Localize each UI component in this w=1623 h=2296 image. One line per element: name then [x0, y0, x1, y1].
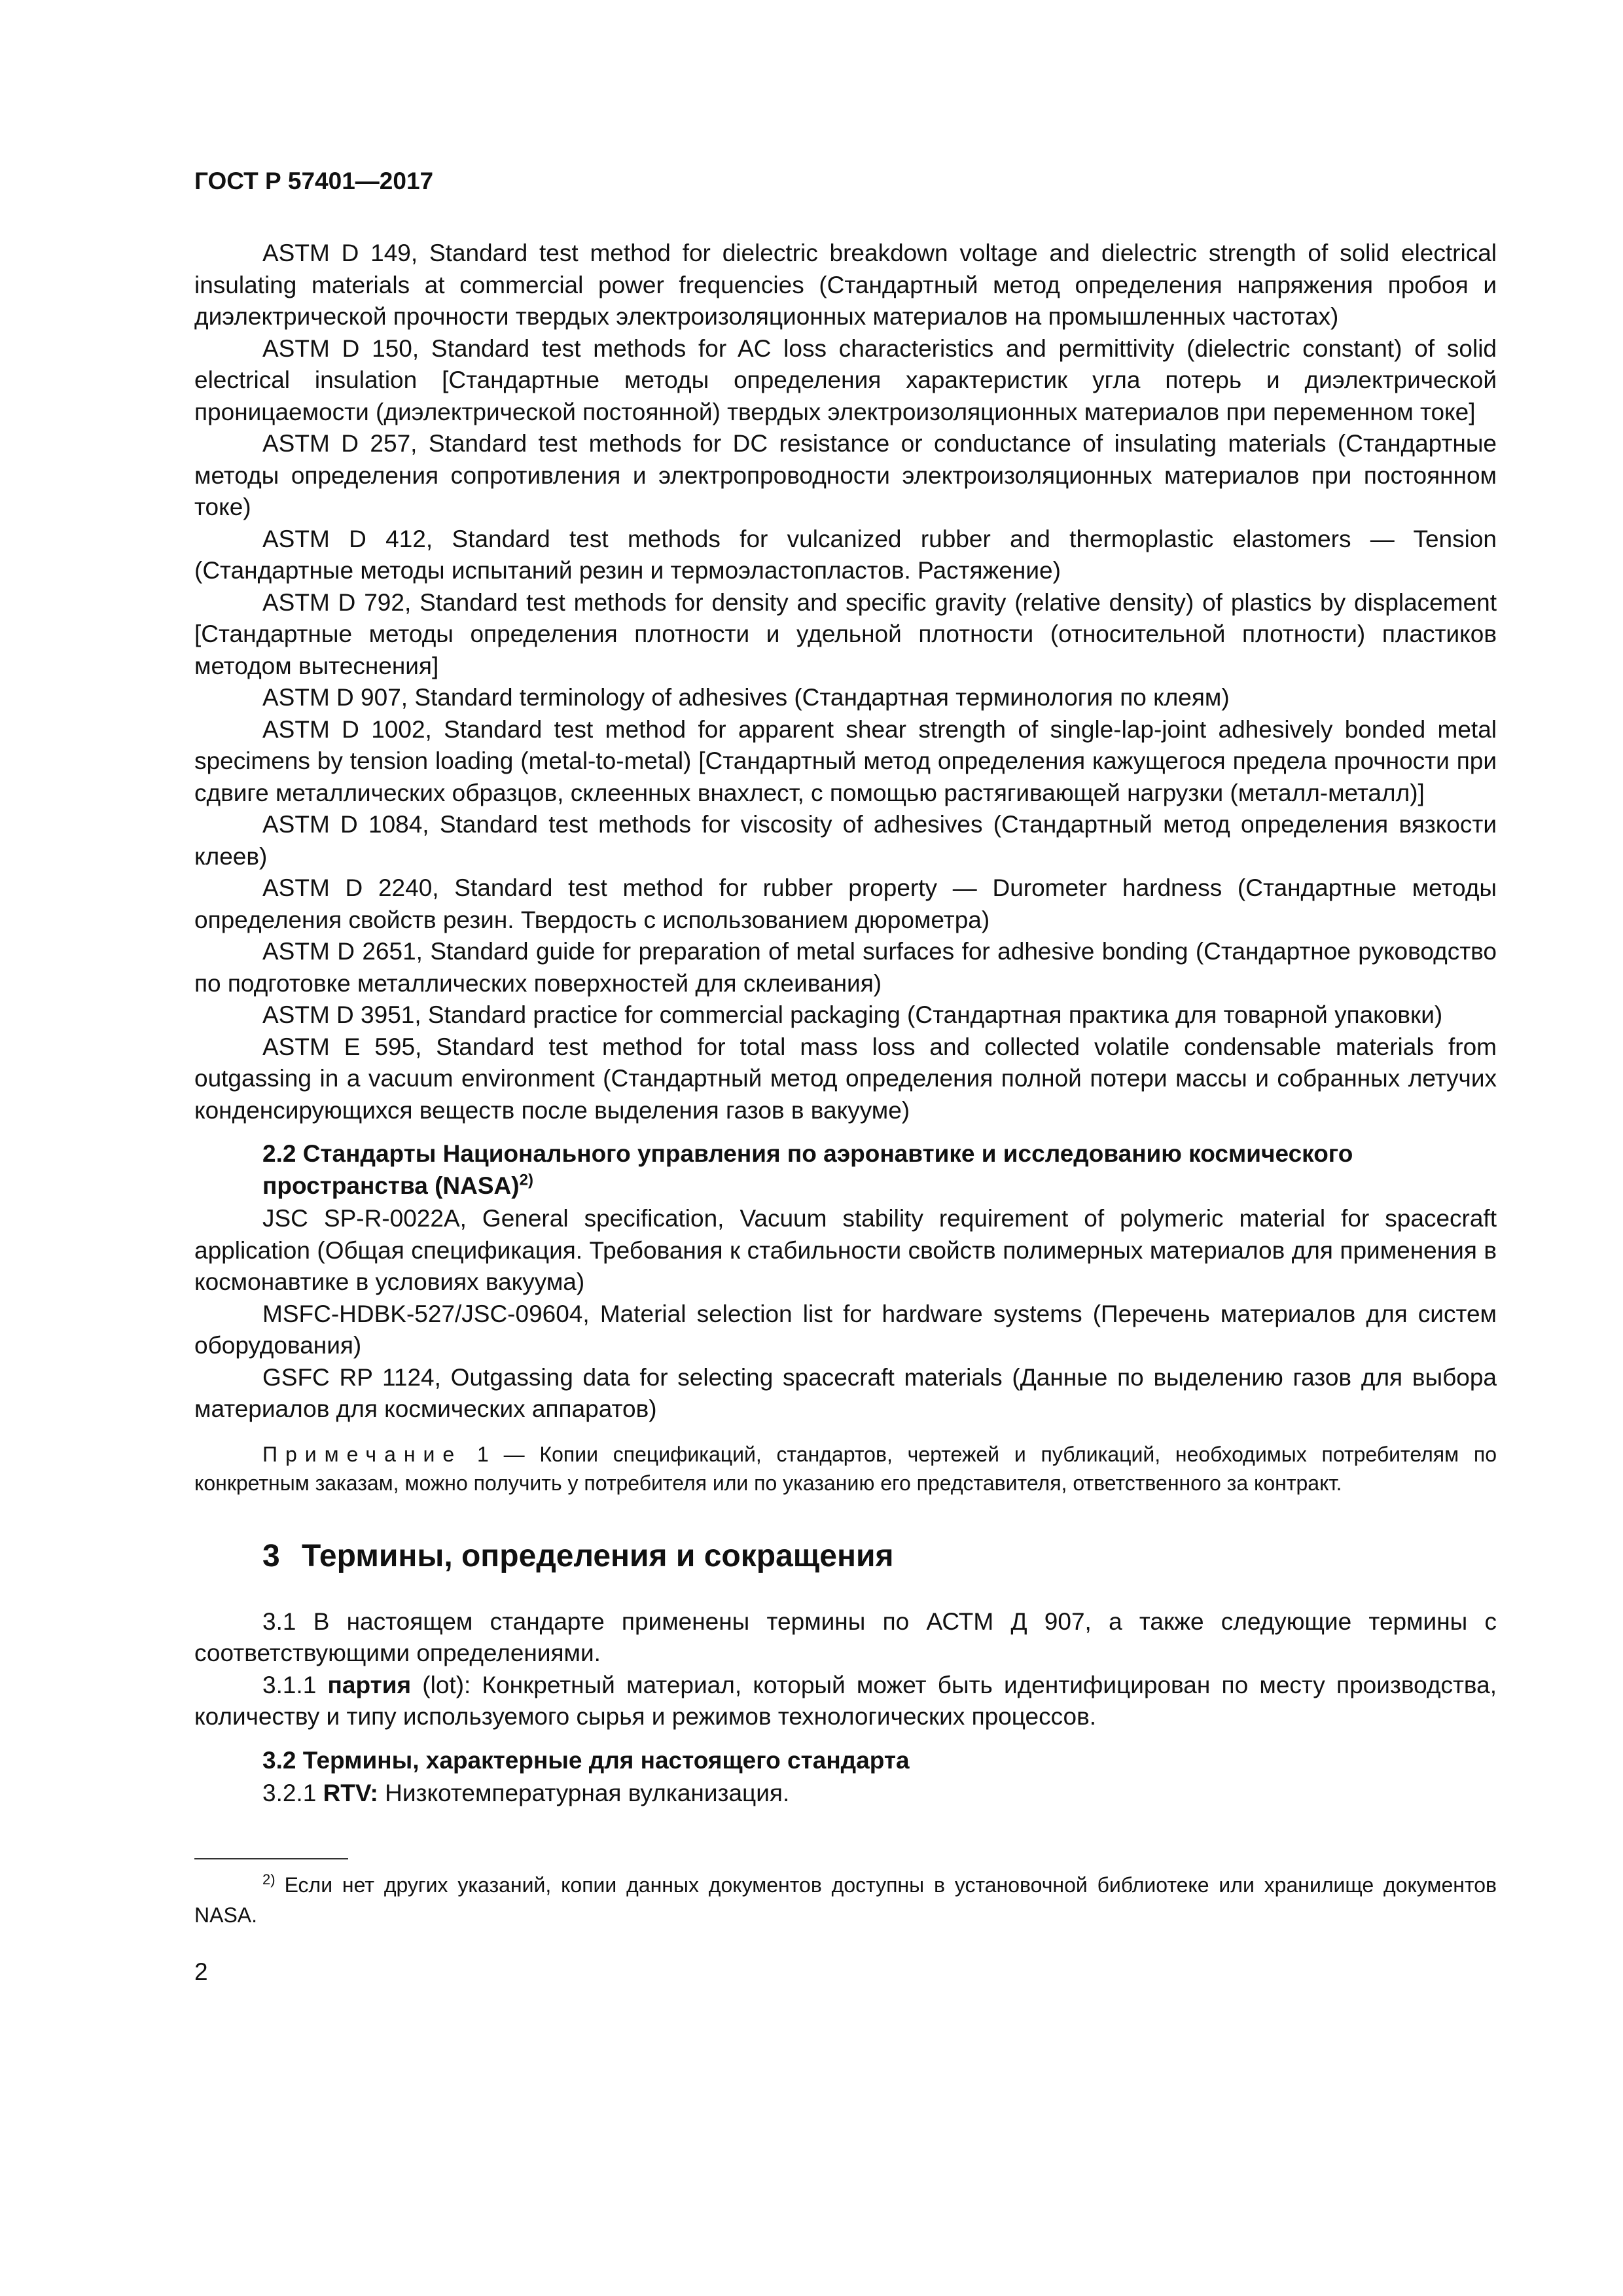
- reference-astm-d257: ASTM D 257, Standard test methods for DC resistance or conductance of insulating materials (Стандартные методы определения сопротивления и электропроводности электроизоляционных материалов при постоянном токе): [194, 430, 1497, 520]
- clause-number: 3.1.1: [262, 1671, 328, 1698]
- reference-astm-d150: ASTM D 150, Standard test methods for AC loss characteristics and permittivity (dielectric constant) of solid electrical insulation [Стандартные методы определения характеристик угла потерь и диэлектрической проницаемости (диэлектрической постоянной) твердых электроизоляционных материалов при переменном токе]: [194, 334, 1497, 425]
- paragraph-3-1-1: [194, 1670, 1497, 1733]
- paragraph-3-2-1: [194, 1778, 1497, 1810]
- footnote-mark: 2): [262, 1871, 276, 1888]
- reference-astm-d1084: ASTM D 1084, Standard test methods for viscosity of adhesives (Стандартный метод определения вязкости клеев): [194, 811, 1497, 870]
- document-code-header: ГОСТ Р 57401—2017: [194, 168, 434, 194]
- note-label: Примечание: [262, 1442, 463, 1466]
- footnote-separator: [194, 1858, 348, 1859]
- footnote-2: [194, 1870, 1497, 1930]
- reference-jsc-sp-r-0022a: JSC SP-R-0022A, General specification, Vacuum stability requirement of polymeric material for spacecraft application (Общая спецификация. Требования к стабильности свойств полимерных материалов для применения в космонавтике в условиях вакуума): [194, 1205, 1497, 1295]
- reference-astm-d149: ASTM D 149, Standard test method for dielectric breakdown voltage and dielectric strength of solid electrical insulating materials at commercial power frequencies (Стандартный метод определения напряжения пробоя и диэлектрической прочности твердых электроизоляционных материалов на промышленных частотах): [194, 240, 1497, 330]
- footnote-marker: 2): [519, 1171, 533, 1189]
- section-title-text: Термины, определения и сокращения: [302, 1538, 894, 1573]
- defined-term: RTV:: [323, 1780, 378, 1806]
- subsection-heading-2-2: [194, 1138, 1497, 1202]
- page-number: 2: [194, 1958, 208, 1985]
- reference-astm-d3951: ASTM D 3951, Standard practice for commercial packaging (Стандартная практика для товарной упаковки): [262, 1001, 1443, 1028]
- subsection-heading-3-2: 3.2 Термины, характерные для настоящего стандарта: [262, 1746, 910, 1774]
- note-text: 1 — Копии спецификаций, стандартов, чертежей и публикаций, необходимых потребителям по конкретным заказам, можно получить у потребителя или по указанию его представителя, ответственного за контракт.: [194, 1442, 1497, 1495]
- subsection-heading-2-2-text: 2.2 Стандарты Национального управления по аэронавтике и исследованию космического пространства (NASA): [262, 1140, 1353, 1199]
- reference-astm-d412: ASTM D 412, Standard test methods for vulcanized rubber and thermoplastic elastomers — Tension (Стандартные методы испытаний резин и термоэластопластов. Растяжение): [194, 525, 1497, 584]
- reference-astm-d2651: ASTM D 2651, Standard guide for preparation of metal surfaces for adhesive bonding (Стандартное руководство по подготовке металлических поверхностей для склеивания): [194, 938, 1497, 997]
- defined-term: партия: [327, 1671, 412, 1698]
- reference-astm-e595: ASTM E 595, Standard test method for total mass loss and collected volatile condensable materials from outgassing in a vacuum environment (Стандартный метод определения полной потери массы и собранных летучих конденсирующихся веществ после выделения газов в вакууме): [194, 1033, 1497, 1124]
- reference-astm-d907: ASTM D 907, Standard terminology of adhesives (Стандартная терминология по клеям): [262, 684, 1230, 711]
- section-heading-3: [194, 1537, 1497, 1576]
- reference-astm-d1002: ASTM D 1002, Standard test method for apparent shear strength of single-lap-joint adhesively bonded metal specimens by tension loading (metal-to-metal) [Стандартный метод определения кажущегося предела прочности при сдвиге металлических образцов, склеенных внахлест, с помощью растягивающей нагрузки (металл-металл)]: [194, 715, 1497, 806]
- paragraph-3-1: 3.1 В настоящем стандарте применены термины по АСТМ Д 907, а также следующие термины с соответствующими определениями.: [194, 1607, 1497, 1666]
- footnote-text: Если нет других указаний, копии данных документов доступны в установочной библиотеке или хранилище документов NASA.: [194, 1873, 1497, 1927]
- clause-number: 3.2.1: [262, 1780, 323, 1806]
- reference-gsfc-rp-1124: GSFC RP 1124, Outgassing data for selecting spacecraft materials (Данные по выделению газов для выбора материалов для космических аппаратов): [194, 1363, 1497, 1422]
- section-number: 3: [262, 1538, 280, 1573]
- reference-astm-d792: ASTM D 792, Standard test methods for density and specific gravity (relative density) of plastics by displacement [Стандартные методы определения плотности и удельной плотности (относительной плотности) пластиков методом вытеснения]: [194, 588, 1497, 679]
- note-1: [194, 1440, 1497, 1498]
- definition-text: (lot): Конкретный материал, который может быть идентифицирован по месту производства, количеству и типу используемого сырья и режимов технологических процессов.: [194, 1671, 1497, 1730]
- reference-astm-d2240: ASTM D 2240, Standard test method for rubber property — Durometer hardness (Стандартные методы определения свойств резин. Твердость с использованием дюрометра): [194, 874, 1497, 933]
- reference-msfc-hdbk-527: MSFC-HDBK-527/JSC-09604, Material selection list for hardware systems (Перечень материалов для систем оборудования): [194, 1300, 1497, 1359]
- definition-text: Низкотемпературная вулканизация.: [378, 1780, 790, 1806]
